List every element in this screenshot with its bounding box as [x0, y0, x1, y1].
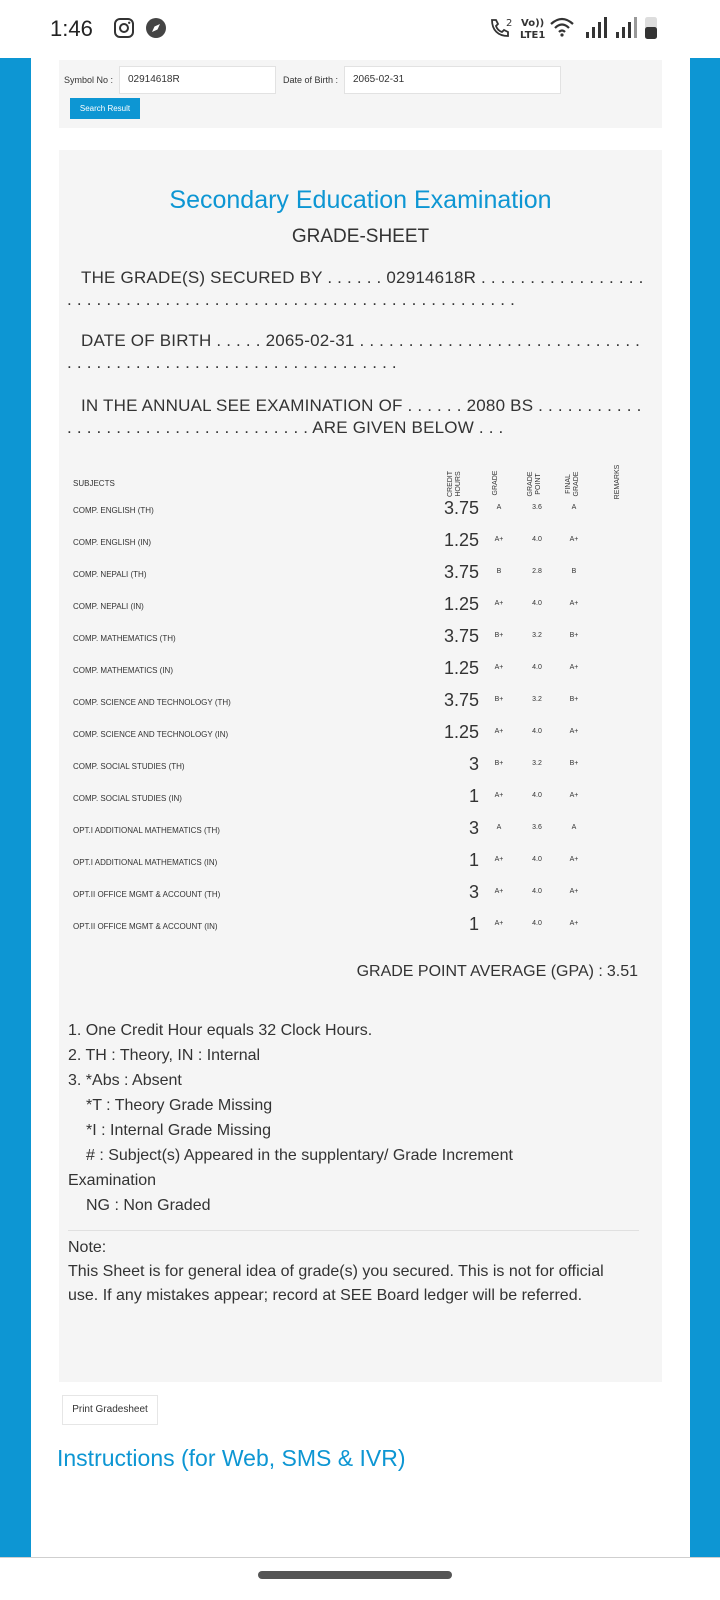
notes-list [68, 1018, 628, 1218]
dob-value-sheet: 2065-02-31 [265, 331, 355, 350]
table-row [59, 560, 662, 592]
credit-hours: 3.75 [443, 690, 479, 710]
table-row [59, 496, 662, 528]
subject-name: OPT.II OFFICE MGMT & ACCOUNT (IN) [73, 922, 218, 931]
exam-label: IN THE ANNUAL SEE EXAMINATION OF [81, 396, 403, 415]
grade: B+ [494, 696, 504, 703]
divider [68, 1230, 639, 1231]
secured-by-label: THE GRADE(S) SECURED BY [81, 268, 323, 287]
gpa-value: 3.51 [606, 963, 638, 980]
search-panel [59, 60, 662, 128]
grade-point-header: GRADE POINT [527, 471, 542, 497]
status-time: 1:46 [50, 16, 93, 41]
secured-by-line: THE GRADE(S) SECURED BY . . . . . . 02914618R . . . . . . . . . . . . . . . . . . . . . . . . . . . . . . . . . . . . . . . . . . . . . . . . . . . . . . . . . . . . . . . [67, 268, 644, 309]
final-grade: A+ [569, 888, 579, 895]
note-item: 1. One Credit Hour equals 32 Clock Hours. [68, 1022, 373, 1039]
grade: A+ [494, 664, 504, 671]
grade-point: 3.6 [532, 824, 542, 831]
note-text: This Sheet is for general idea of grade(s) you secured. This is not for official use. If any mistakes appear; record at SEE Board ledger will be referred. [68, 1263, 604, 1304]
final-grade: B+ [569, 696, 579, 703]
final-grade-header: FINAL GRADE [565, 471, 580, 497]
credit-hours: 3.75 [443, 498, 479, 518]
grade: A+ [494, 920, 504, 927]
subject-name: COMP. ENGLISH (IN) [73, 538, 152, 547]
grade-header: GRADE [492, 470, 499, 496]
table-row [59, 656, 662, 688]
subject-name: OPT.I ADDITIONAL MATHEMATICS (IN) [73, 858, 218, 867]
grade-point: 3.2 [532, 696, 542, 703]
final-grade: A+ [569, 728, 579, 735]
subject-name: COMP. MATHEMATICS (TH) [73, 634, 176, 643]
instagram-icon [113, 17, 135, 39]
grade: B [496, 568, 502, 575]
search-result-button[interactable]: Search Result [70, 98, 140, 119]
credit-hours: 3.75 [443, 626, 479, 646]
grade-point: 3.2 [532, 632, 542, 639]
gradesheet-subtitle: GRADE-SHEET [291, 226, 430, 247]
table-row [59, 752, 662, 784]
final-grade: A+ [569, 920, 579, 927]
grade-point: 4.0 [532, 856, 542, 863]
grade: A+ [494, 792, 504, 799]
exam-title: Secondary Education Examination [169, 186, 552, 214]
grade-sheet [59, 150, 662, 1382]
subject-name: COMP. NEPALI (TH) [73, 570, 147, 579]
grade-point: 2.8 [532, 568, 542, 575]
table-row [59, 720, 662, 752]
nav-divider [0, 1557, 720, 1558]
home-gesture-bar[interactable] [258, 1571, 452, 1579]
compass-icon [145, 17, 167, 39]
instructions-heading[interactable]: Instructions (for Web, SMS & IVR) [57, 1445, 406, 1471]
note-heading: Note: [68, 1239, 107, 1256]
credit-hours: 1.25 [443, 594, 479, 614]
svg-text:LTE1: LTE1 [520, 30, 545, 41]
right-blue-bar [690, 58, 720, 1558]
grade-point: 4.0 [532, 792, 542, 799]
grade-point: 4.0 [532, 728, 542, 735]
table-row [59, 784, 662, 816]
subject-name: OPT.II OFFICE MGMT & ACCOUNT (TH) [73, 890, 221, 899]
table-row [59, 912, 662, 944]
subject-name: COMP. SOCIAL STUDIES (IN) [73, 794, 182, 803]
gpa-label: GRADE POINT AVERAGE (GPA) : [356, 963, 603, 980]
grade: A [496, 824, 502, 831]
exam-value: 2080 BS [466, 396, 534, 415]
credit-hours: 1 [468, 850, 479, 870]
left-blue-bar [0, 58, 31, 1558]
subject-name: OPT.I ADDITIONAL MATHEMATICS (TH) [73, 826, 220, 835]
credit-hours: 1.25 [443, 722, 479, 742]
table-row [59, 848, 662, 880]
grade-point: 3.2 [532, 760, 542, 767]
grade-point: 4.0 [532, 664, 542, 671]
note-item: *I : Internal Grade Missing [86, 1122, 271, 1139]
grade: A+ [494, 536, 504, 543]
dob-input[interactable]: 2065-02-31 [344, 66, 561, 94]
note-item: 3. *Abs : Absent [68, 1072, 182, 1089]
note-item: *T : Theory Grade Missing [86, 1097, 273, 1114]
exam-line: IN THE ANNUAL SEE EXAMINATION OF . . . . . . 2080 BS . . . . . . . . . . . . . . . . . . . . . . . . . . . . . . . . . . . . ARE GIVEN BELOW . . . [67, 396, 642, 437]
symbol-label: Symbol No : [64, 75, 114, 85]
subject-name: COMP. MATHEMATICS (IN) [73, 666, 173, 675]
remarks-header: REMARKS [614, 464, 621, 500]
dob-label: Date of Birth : [283, 75, 339, 85]
svg-text:2: 2 [506, 18, 513, 29]
subject-name: COMP. SCIENCE AND TECHNOLOGY (IN) [73, 730, 229, 739]
note-item: 2. TH : Theory, IN : Internal [68, 1047, 261, 1064]
credit-hours: 3 [468, 754, 479, 774]
subjects-header: SUBJECTS [73, 479, 115, 488]
given-below: ARE GIVEN BELOW [312, 418, 474, 437]
credit-hours-header: CREDIT HOURS [447, 470, 462, 498]
credit-hours: 3 [468, 818, 479, 838]
symbol-input[interactable]: 02914618R [119, 66, 276, 94]
grade: A+ [494, 728, 504, 735]
subject-name: COMP. SOCIAL STUDIES (TH) [73, 762, 185, 771]
dob-line: DATE OF BIRTH . . . . . 2065-02-31 . . . . . . . . . . . . . . . . . . . . . . . . . . . . . . . . . . . . . . . . . . . . . . . . . . . . . . . . . . . . . . . [67, 331, 641, 372]
print-gradesheet-button[interactable]: Print Gradesheet [62, 1395, 158, 1425]
final-grade: A+ [569, 600, 579, 607]
wifi-icon [548, 14, 576, 42]
final-grade: A [571, 504, 577, 511]
note-item: NG : Non Graded [86, 1197, 211, 1214]
dob-label-sheet: DATE OF BIRTH [81, 331, 212, 350]
credit-hours: 3 [468, 882, 479, 902]
gpa-line [353, 963, 638, 981]
wifi-call-icon [486, 14, 516, 42]
grade: A+ [494, 856, 504, 863]
subject-name: COMP. NEPALI (IN) [73, 602, 144, 611]
final-grade: B+ [569, 632, 579, 639]
subject-name: COMP. ENGLISH (TH) [73, 506, 154, 515]
table-row [59, 592, 662, 624]
table-row [59, 624, 662, 656]
grade: B+ [494, 632, 504, 639]
secured-by-value: 02914618R [386, 268, 477, 287]
credit-hours: 1.25 [443, 530, 479, 550]
note-item: Examination [68, 1172, 157, 1189]
final-grade: A [571, 824, 577, 831]
status-bar [0, 0, 720, 58]
note-item: # : Subject(s) Appeared in the supplentary/ Grade Increment [86, 1147, 513, 1164]
credit-hours: 1 [468, 914, 479, 934]
grade: A+ [494, 600, 504, 607]
final-grade: B+ [569, 760, 579, 767]
grade: A [496, 504, 502, 511]
grade: A+ [494, 888, 504, 895]
final-grade: A+ [569, 792, 579, 799]
svg-text:Vo)): Vo)) [521, 18, 545, 29]
final-grade: A+ [569, 664, 579, 671]
signal-icon-2 [614, 14, 640, 42]
table-row [59, 528, 662, 560]
battery-icon [644, 14, 658, 42]
volte-icon [519, 14, 545, 42]
grade-point: 4.0 [532, 600, 542, 607]
table-row [59, 880, 662, 912]
final-grade: A+ [569, 856, 579, 863]
table-row [59, 688, 662, 720]
subject-name: COMP. SCIENCE AND TECHNOLOGY (TH) [73, 698, 231, 707]
final-grade: A+ [569, 536, 579, 543]
final-grade: B [571, 568, 577, 575]
credit-hours: 1 [468, 786, 479, 806]
grade-point: 4.0 [532, 920, 542, 927]
grade-point: 4.0 [532, 888, 542, 895]
credit-hours: 1.25 [443, 658, 479, 678]
signal-icon [584, 14, 610, 42]
grade-point: 3.6 [532, 504, 542, 511]
grade-point: 4.0 [532, 536, 542, 543]
main-content [31, 58, 690, 1558]
disclaimer-note [68, 1236, 638, 1308]
grade: B+ [494, 760, 504, 767]
credit-hours: 3.75 [443, 562, 479, 582]
table-row [59, 816, 662, 848]
